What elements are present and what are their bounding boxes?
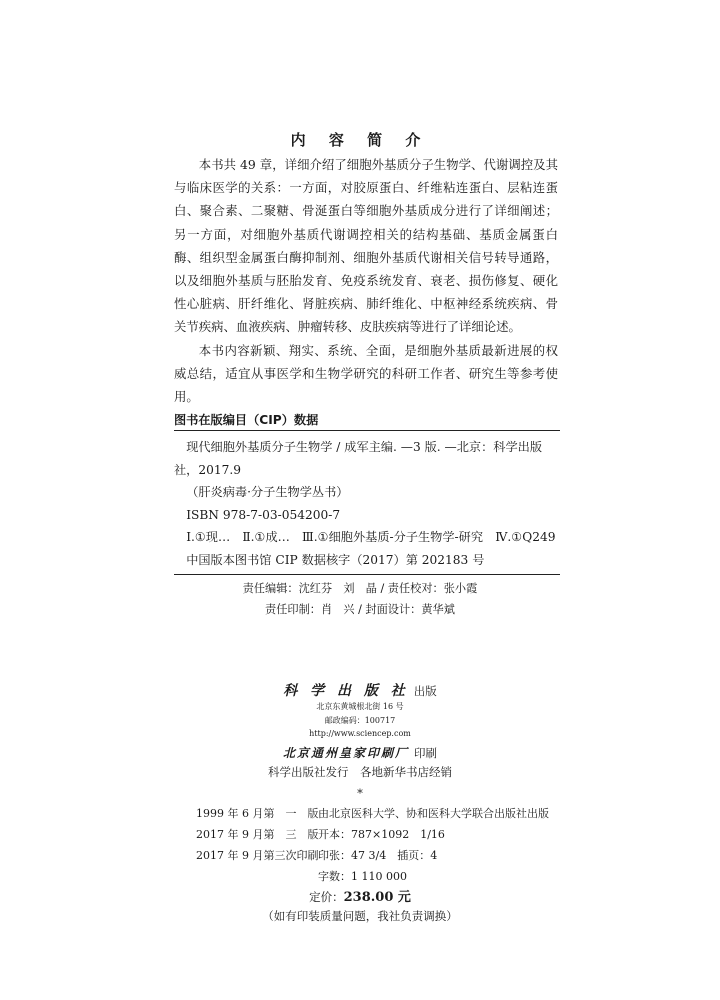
distribution-line: 科学出版社发行 各地新华书店经销: [268, 765, 452, 779]
cip-block: [174, 436, 560, 571]
edition-row-3: [196, 846, 437, 866]
edition-1999-note: 由北京医科大学、协和医科大学联合出版社出版: [318, 807, 549, 820]
credits-line-1: 责任编辑：沈红芬 刘 晶 / 责任校对：张小霞: [242, 582, 478, 595]
separator-star: *: [357, 786, 363, 800]
cip-line-4: ISBN 978-7-03-054200-7: [186, 507, 341, 522]
cip-line-2: 社，2017.9: [174, 462, 242, 477]
publisher-address: 北京东黄城根北街 16 号: [316, 702, 404, 711]
summary-section: [174, 153, 558, 408]
cip-heading: 图书在版编目（CIP）数据: [174, 413, 319, 427]
cip-line-5: Ⅰ.①现… Ⅱ.①成… Ⅲ.①细胞外基质-分子生物学-研究 Ⅳ.①Q249: [186, 530, 556, 544]
publisher-suffix: 出版: [413, 684, 437, 698]
publisher-url: http://www.sciencep.com: [309, 729, 411, 738]
publisher-line: [0, 680, 720, 700]
format-size: 开本：787×1092 1/16: [318, 828, 445, 841]
edition-2017-date: 2017 年 9 月第 三 版: [196, 828, 319, 841]
edition-row-1: [196, 804, 549, 824]
publisher-name: 科 学 出 版 社: [283, 683, 409, 699]
edition-1999-date: 1999 年 6 月第 一 版: [196, 807, 319, 820]
price-line: [0, 886, 720, 905]
word-count: 字数：1 110 000: [318, 870, 407, 883]
replacement-notice: （如有印装质量问题，我社负责调换）: [262, 909, 458, 923]
printing-date: 2017 年 9 月第三次印刷: [196, 849, 319, 862]
credits-line-2: 责任印制：肖 兴 / 封面设计：黄华斌: [265, 603, 455, 616]
publisher-postcode: 邮政编码：100717: [324, 716, 396, 725]
printer-suffix: 印刷: [414, 746, 438, 760]
print-sheets: 印张：47 3/4 插页：4: [318, 849, 438, 862]
cip-top-rule: [174, 430, 560, 431]
summary-paragraph-2: 本书内容新颖、翔实、系统、全面，是细胞外基质最新进展的权威总结，适宜从事医学和生物学研究的科研工作者、研究生等参考使用。: [174, 342, 558, 405]
summary-title: 内 容 简 介: [290, 131, 430, 149]
printer-name: 北京通州皇家印刷厂: [282, 746, 409, 760]
printer-line: [0, 742, 720, 761]
cip-line-6: 中国版本图书馆 CIP 数据核字（2017）第 202183 号: [186, 552, 485, 567]
cip-line-3: （肝炎病毒·分子生物学丛书）: [186, 485, 349, 499]
cip-line-1: 现代细胞外基质分子生物学 / 成军主编. —3 版. —北京：科学出版: [186, 440, 543, 454]
summary-paragraph-1: 本书共 49 章，详细介绍了细胞外基质分子生物学、代谢调控及其与临床医学的关系：一方面，对胶原蛋白、纤维粘连蛋白、层粘连蛋白、聚合素、二聚糖、骨涎蛋白等细胞外基质成分进行了详细阐述；另一方面，对细胞外基质代谢调控相关的结构基础、基质金属蛋白酶、组织型金属蛋白酶抑制剂、细胞外基质代谢相关信号转导通路，以及细胞外基质与胚胎发育、免疫系统发育、衰老、损伤修复、硬化性心脏病、肝纤维化、肾脏疾病、肺纤维化、中枢神经系统疾病、骨关节疾病、血液疾病、肿瘤转移、皮肤疾病等进行了详细论述。: [174, 157, 558, 335]
price-value: 238.00 元: [343, 890, 411, 905]
cip-bottom-rule: [174, 574, 560, 575]
price-label: 定价：: [309, 890, 344, 904]
edition-row-2: [196, 825, 445, 845]
